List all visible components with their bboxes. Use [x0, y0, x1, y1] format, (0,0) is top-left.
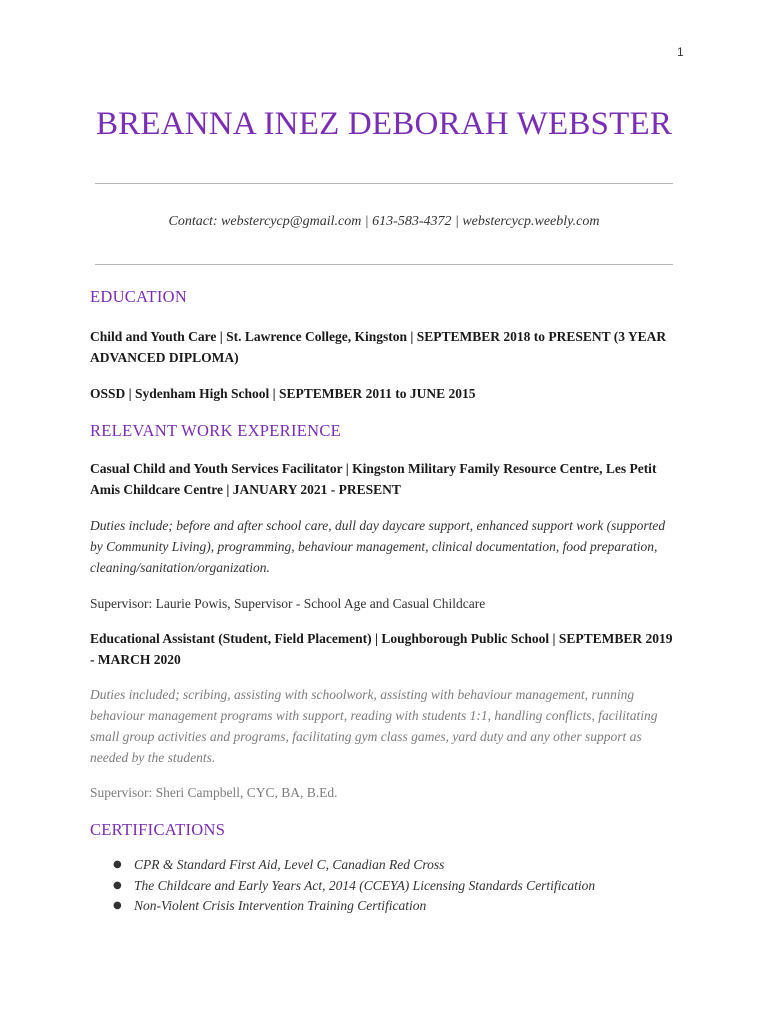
certification-item — [90, 896, 680, 917]
education-entry: Child and Youth Care | St. Lawrence College, Kingston | SEPTEMBER 2018 to PRESENT (3 YEAR ADVANCED DIPLOMA) — [90, 329, 667, 365]
job-title: Casual Child and Youth Services Facilitator | Kingston Military Family Resource Centre, Les Petit Amis Childcare Centre | JANUARY 2021 - PRESENT — [90, 461, 657, 497]
certification-text: Non-Violent Crisis Intervention Training Certification — [134, 898, 427, 913]
certifications-list — [90, 855, 680, 917]
job-title: Educational Assistant (Student, Field Placement) | Loughborough Public School | SEPTEMBER 2019 - MARCH 2020 — [90, 631, 673, 667]
job-duties: Duties included; scribing, assisting with schoolwork, assisting with behaviour management, running behaviour management programs with support, reading with students 1:1, handling conflicts, facilitating small group activities and programs, facilitating gym class games, yard duty and any other support as needed by the students. — [90, 687, 658, 765]
resume-body — [90, 286, 680, 917]
divider-bottom — [95, 264, 673, 265]
bullet-icon: ● — [113, 879, 122, 891]
job-supervisor: Supervisor: Sheri Campbell, CYC, BA, B.Ed. — [90, 785, 338, 800]
certification-item — [90, 876, 680, 897]
page-number: 1 — [677, 45, 684, 59]
certification-text: CPR & Standard First Aid, Level C, Canadian Red Cross — [134, 857, 445, 872]
contact-line: Contact: webstercycp@gmail.com | 613-583-4372 | webstercycp.weebly.com — [168, 214, 600, 229]
certifications-heading: CERTIFICATIONS — [90, 820, 226, 839]
divider-top — [95, 183, 673, 184]
bullet-icon: ● — [113, 859, 122, 870]
education-entry: OSSD | Sydenham High School | SEPTEMBER 2011 to JUNE 2015 — [90, 386, 476, 401]
education-heading: EDUCATION — [90, 287, 188, 306]
bullet-icon: ● — [113, 900, 122, 911]
job-supervisor: Supervisor: Laurie Powis, Supervisor - School Age and Casual Childcare — [90, 596, 486, 611]
job-duties: Duties include; before and after school care, dull day daycare support, enhanced support work (supported by Community Living), programming, behaviour management, clinical documentation, food preparation, cleaning/sanitation/organization. — [90, 518, 666, 575]
resume-name: BREANNA INEZ DEBORAH WEBSTER — [95, 106, 673, 142]
experience-heading: RELEVANT WORK EXPERIENCE — [90, 421, 342, 440]
certification-item — [90, 855, 680, 876]
certification-text: The Childcare and Early Years Act, 2014 (CCEYA) Licensing Standards Certification — [134, 877, 596, 893]
